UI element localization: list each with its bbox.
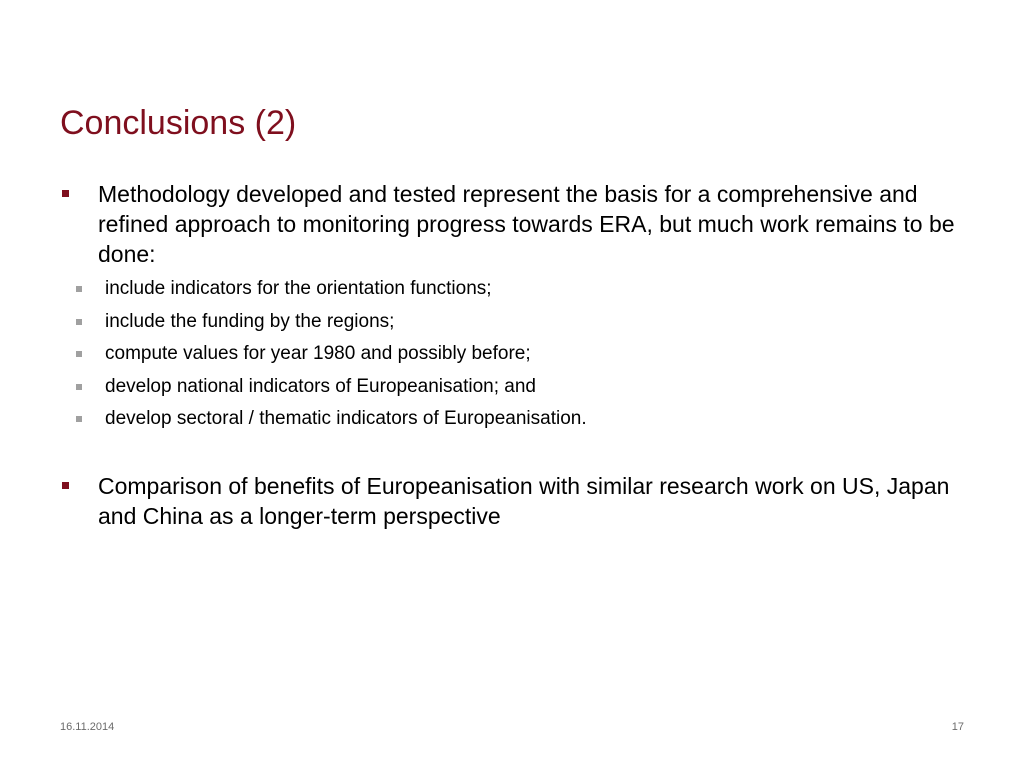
sub-bullet-text: develop national indicators of Europeanisation; and	[105, 375, 536, 397]
sub-bullet-item	[68, 277, 970, 301]
square-bullet-icon	[76, 416, 82, 422]
footer-date: 16.11.2014	[60, 721, 115, 733]
square-bullet-icon	[76, 384, 82, 390]
sub-bullet-item	[68, 310, 970, 334]
sub-bullet-text: include indicators for the orientation functions;	[105, 278, 492, 299]
slide-content	[60, 179, 970, 531]
page-number: 17	[951, 721, 964, 733]
square-bullet-icon	[62, 190, 69, 197]
square-bullet-icon	[76, 319, 82, 325]
square-bullet-icon	[76, 286, 82, 292]
sub-bullet-list	[68, 277, 970, 431]
sub-bullet-item	[68, 407, 970, 431]
square-bullet-icon	[76, 351, 82, 357]
sub-bullet-item	[68, 375, 970, 399]
square-bullet-icon	[62, 482, 69, 489]
sub-bullet-text: compute values for year 1980 and possibly before;	[105, 343, 531, 364]
bullet-item	[60, 179, 970, 269]
sub-bullet-text: include the funding by the regions;	[105, 310, 395, 332]
slide-title: Conclusions (2)	[60, 104, 297, 142]
bullet-text: Comparison of benefits of Europeanisation with similar research work on US, Japan and China as a longer-term perspective	[98, 473, 950, 529]
sub-bullet-text: develop sectoral / thematic indicators of Europeanisation.	[105, 408, 587, 429]
sub-bullet-item	[68, 342, 970, 366]
bullet-item	[60, 471, 970, 531]
bullet-text: Methodology developed and tested represent the basis for a comprehensive and refined approach to monitoring progress towards ERA, but much work remains to be done:	[98, 181, 955, 267]
